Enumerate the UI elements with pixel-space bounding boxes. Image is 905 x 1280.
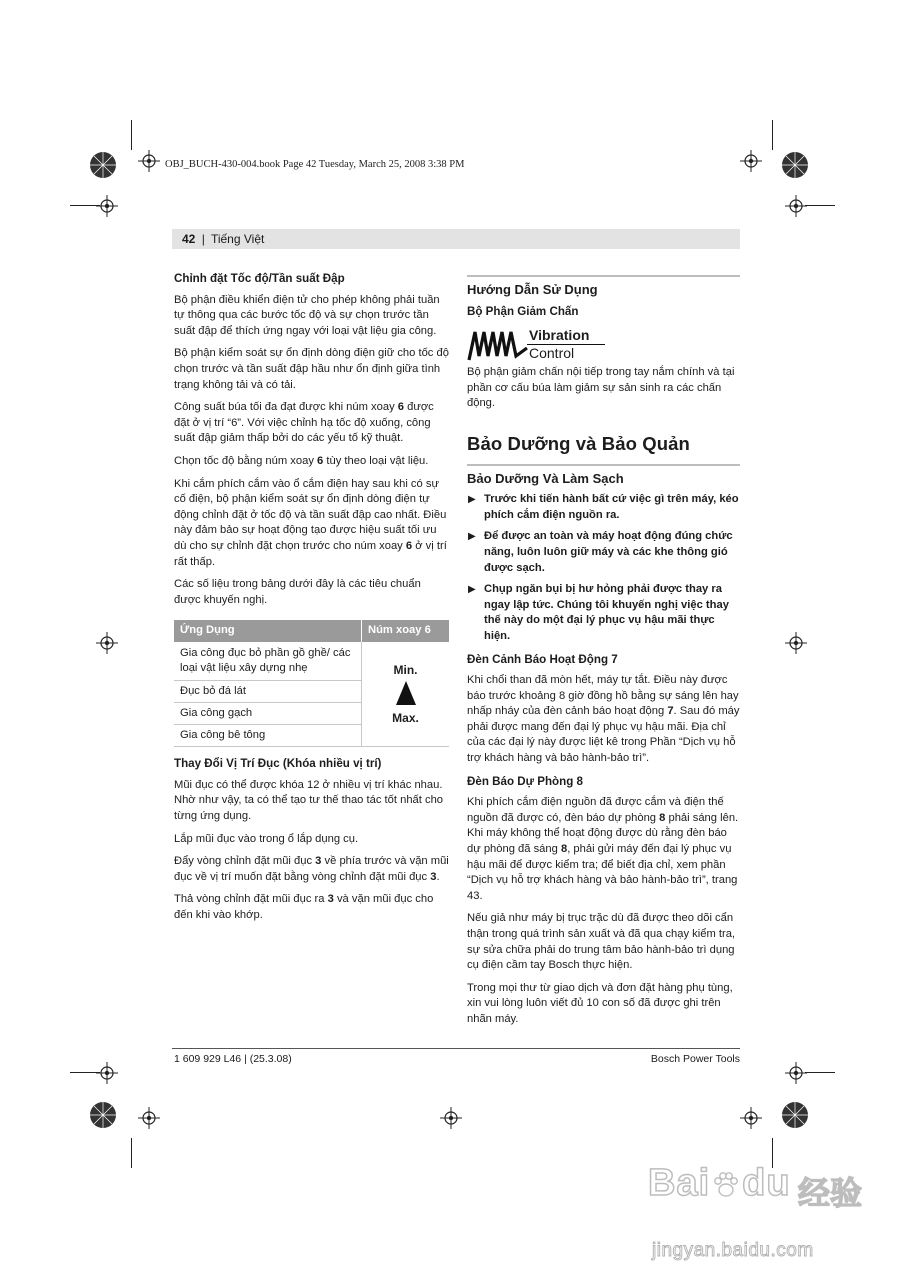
vibration-wave-icon bbox=[467, 328, 529, 362]
crosshair-icon bbox=[96, 195, 118, 217]
paragraph: Bộ phận điều khiển điện tử cho phép không phải tuần tự thông qua các bước tốc độ và sự chọn trước tần suất đập để thích ứng ngay với loại vật liệu gia công. bbox=[174, 293, 440, 337]
min-label: Min. bbox=[393, 662, 418, 677]
safety-bullet-list bbox=[467, 492, 740, 644]
crosshair-icon bbox=[785, 195, 807, 217]
header-separator: | bbox=[201, 232, 205, 246]
footer-right: Bosch Power Tools bbox=[650, 1053, 740, 1065]
paw-icon bbox=[711, 1170, 741, 1200]
speed-table bbox=[174, 620, 449, 747]
registration-target-icon bbox=[88, 150, 118, 180]
paragraph: Khi chổi than đã mòn hết, máy tự tắt. Điều này được báo trước khoảng 8 giờ đồng hồ bằng sự sáng lên hay nhấp nháy của đèn cảnh báo hoạt động 7. Sau đó máy phải được mang đến đại lý phục vụ hậu mãi. Địa chỉ của các đại lý này được liệt kê trong Phần “Dịch vụ hỗ trợ khách hàng và bảo hành-bảo trì”. bbox=[467, 674, 740, 765]
crosshair-icon bbox=[96, 1062, 118, 1084]
bullet-arrow-icon: ▶ bbox=[468, 531, 476, 543]
logo-word-control: Control bbox=[529, 345, 575, 362]
header-language: Tiếng Việt bbox=[210, 232, 265, 246]
list-item: ▶ Chụp ngăn bụi bị hư hỏng phải được thay ra ngay lập tức. Chúng tôi khuyến nghị việc thay thế này do một đại lý phục vụ hậu mãi thực hiện. bbox=[468, 583, 729, 642]
left-column bbox=[174, 271, 449, 931]
watermark-cn: 经验 bbox=[798, 1174, 863, 1212]
paragraph: Khi phích cắm điện nguồn đã được cắm và điện thế nguồn đã được có, đèn báo dự phòng 8 phải sáng lên. Khi máy không thể hoạt động được dù rằng đèn báo dự phòng đã sáng 8, phải gửi máy đến đại lý phục vụ hậu mãi để được kiểm tra; để biết địa chỉ, xem phần “Dịch vụ hỗ trợ khách hàng và bảo hành-bảo trì”, trang 43. bbox=[467, 796, 739, 902]
page-header-bar bbox=[172, 229, 740, 249]
crosshair-icon bbox=[96, 632, 118, 654]
paragraph: Chọn tốc độ bằng núm xoay 6 tùy theo loại vật liệu. bbox=[174, 454, 429, 467]
paragraph: Trong mọi thư từ giao dịch và đơn đặt hàng phụ tùng, xin vui lòng luôn viết đủ 10 con số đã được ghi trên nhãn máy. bbox=[467, 981, 733, 1025]
table-row: Gia công gạch bbox=[174, 703, 449, 725]
paragraph: Thả vòng chỉnh đặt mũi đục ra 3 và vặn mũi đục cho đến khi vào khớp. bbox=[174, 893, 434, 922]
registration-target-icon bbox=[88, 1100, 118, 1130]
section-title-usage: Hướng Dẫn Sử Dụng bbox=[467, 282, 598, 297]
bullet-arrow-icon: ▶ bbox=[468, 494, 476, 506]
crosshair-icon bbox=[740, 1107, 762, 1129]
crosshair-icon bbox=[740, 150, 762, 172]
list-item: ▶ Để được an toàn và máy hoạt động đúng chức năng, luôn luôn giữ máy và các khe thông gió được sạch. bbox=[468, 530, 733, 574]
logo-word-vibration: Vibration bbox=[529, 327, 590, 344]
subsection-title-damper: Bộ Phận Giảm Chấn bbox=[467, 304, 579, 318]
list-item: ▶ Trước khi tiến hành bất cứ việc gì trên máy, kéo phích cắm điện nguồn ra. bbox=[468, 493, 739, 521]
section-title-speed: Chỉnh đặt Tốc độ/Tần suất Đập bbox=[174, 272, 345, 285]
crosshair-icon bbox=[138, 150, 160, 172]
paragraph: Khi cắm phích cắm vào ổ cắm điện hay sau khi có sự cố điện, bộ phận kiểm soát sự ổn định dòng điện tự động chỉnh đặt ở tốc độ và tần suất đập cao nhất. Điều này đảm bảo sự hoạt động tạo được hiệu suất tối ưu dù cho sự chỉnh đặt chọn trước cho núm xoay 6 ở vị trí rất thấp. bbox=[174, 477, 447, 568]
paragraph: Nếu giả như máy bị trục trặc dù đã được theo dõi cẩn thận trong quá trình sản xuất và đã qua chạy kiểm tra, sự sửa chữa phải do trung tâm bảo hành-bảo trì dụng cụ điện cầm tay Bosch thực hiện. bbox=[467, 912, 736, 972]
chapter-title-maintenance: Bảo Dưỡng và Bảo Quản bbox=[467, 432, 690, 454]
table-header-dial: Núm xoay 6 bbox=[362, 620, 450, 642]
crosshair-icon bbox=[785, 632, 807, 654]
right-column bbox=[467, 275, 740, 1035]
paragraph: Các số liệu trong bảng dưới đây là các tiêu chuẩn được khuyến nghị. bbox=[174, 578, 421, 606]
section-title-cleaning: Bảo Dưỡng Và Làm Sạch bbox=[467, 470, 624, 486]
baidu-watermark bbox=[648, 1162, 888, 1272]
paragraph: Bộ phận giảm chấn nội tiếp trong tay nắm chính và tại phần cơ cấu búa làm giảm sự sản sinh ra các chấn động. bbox=[467, 366, 735, 410]
crosshair-icon bbox=[440, 1107, 462, 1129]
up-triangle-icon bbox=[395, 680, 417, 706]
registration-target-icon bbox=[780, 150, 810, 180]
table-header-application: Ứng Dụng bbox=[174, 620, 362, 642]
section-rule bbox=[467, 275, 740, 277]
subsection-title-service-light: Đèn Cảnh Báo Hoạt Động 7 bbox=[467, 652, 618, 666]
watermark-brand: Bai du bbox=[648, 1162, 791, 1204]
table-row: Gia công bê tông bbox=[174, 725, 449, 747]
registration-target-icon bbox=[780, 1100, 810, 1130]
section-title-chisel: Thay Đổi Vị Trí Đục (Khóa nhiều vị trí) bbox=[174, 757, 382, 771]
paragraph: Mũi đục có thể được khóa 12 ở nhiều vị trí khác nhau. Nhờ như vậy, ta có thể tạo tư thế thao tác tốt nhất cho từng ứng dụng. bbox=[174, 778, 444, 823]
table-row: Gia công đục bỏ phần gồ ghề/ các loại vật liệu xây dựng nhẹ Min. Max. bbox=[174, 642, 449, 681]
footer-rule bbox=[172, 1048, 740, 1049]
table-row: Đục bỏ đá lát bbox=[174, 681, 449, 703]
paragraph: Lắp mũi đục vào trong ổ lắp dụng cụ. bbox=[174, 832, 359, 845]
subsection-title-standby-light: Đèn Báo Dự Phòng 8 bbox=[467, 774, 583, 788]
paragraph: Bộ phận kiểm soát sự ổn định dòng điện giữ cho tốc độ chọn trước và tần suất đập hầu như ổn định giữa tình trạng không tải và có tải. bbox=[174, 347, 449, 391]
page-number: 42 bbox=[182, 232, 196, 246]
vibration-control-logo bbox=[467, 327, 607, 363]
print-meta-line: OBJ_BUCH-430-004.book Page 42 Tuesday, March 25, 2008 3:38 PM bbox=[165, 159, 465, 170]
min-max-indicator bbox=[362, 642, 450, 747]
crosshair-icon bbox=[785, 1062, 807, 1084]
paragraph: Đẩy vòng chỉnh đặt mũi đục 3 về phía trước và vặn mũi đục về vị trí muốn đặt bằng vòng chỉnh đặt mũi đục 3. bbox=[174, 855, 449, 883]
footer-left: 1 609 929 L46 | (25.3.08) bbox=[174, 1053, 292, 1065]
max-label: Max. bbox=[392, 710, 419, 725]
crosshair-icon bbox=[138, 1107, 160, 1129]
bullet-arrow-icon: ▶ bbox=[468, 584, 476, 596]
section-rule bbox=[467, 464, 740, 466]
watermark-url: jingyan.baidu.com bbox=[652, 1240, 814, 1261]
paragraph: Công suất búa tối đa đạt được khi núm xoay 6 được đặt ở vị trí “6”. Với việc chỉnh hạ tốc độ xuống, công suất đập giảm thấp bởi do các yếu tố kỹ thuật. bbox=[174, 401, 434, 445]
